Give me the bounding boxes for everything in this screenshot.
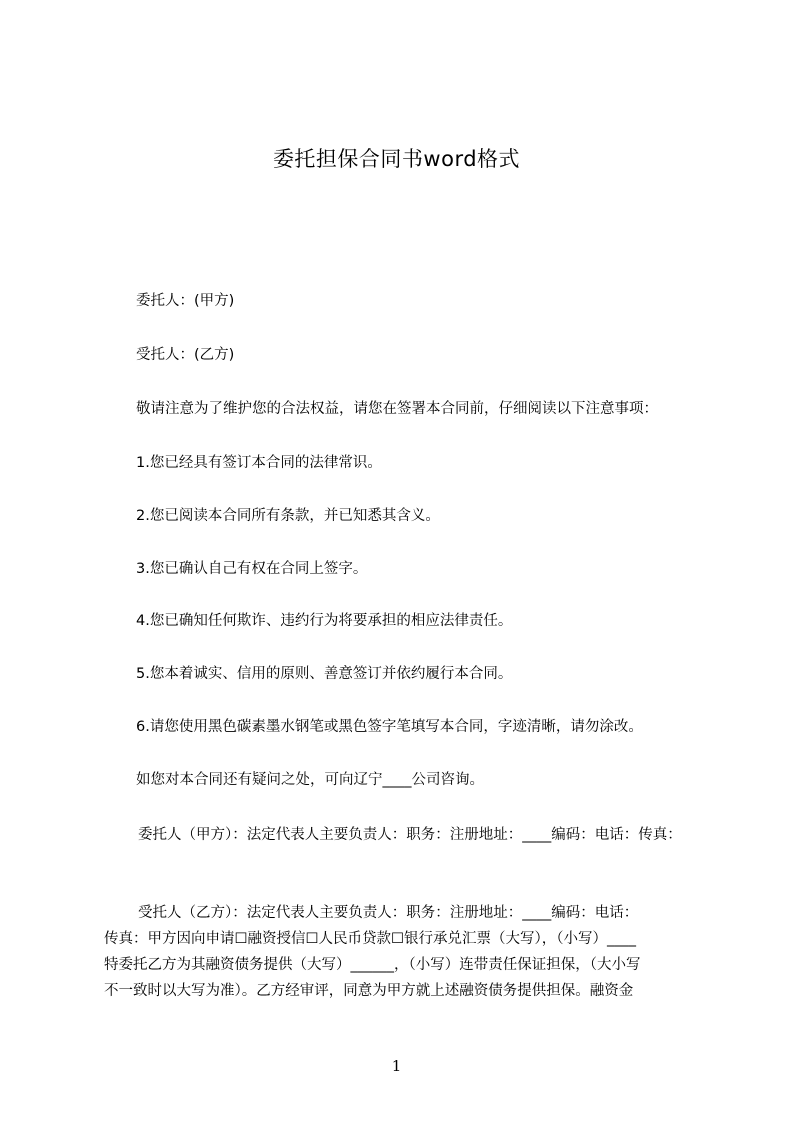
agent-paragraph-line: 特委托乙方为其融资债务提供（大写）______，（小写）连带责任保证担保，（大小写 [104, 957, 641, 973]
notice-item-4: 4.您已确知任何欺诈、违约行为将要承担的相应法律责任。 [136, 613, 513, 629]
principal-paragraph-text: 委托人（甲方）：法定代表人主要负责人：职务：注册地址：____编码：电话：传真： [138, 827, 682, 843]
agent-paragraph [104, 900, 704, 1004]
document-title: 委托担保合同书word格式 [272, 147, 521, 171]
notice-item-5: 5.您本着诚实、信用的原则、善意签订并依约履行本合同。 [136, 666, 513, 682]
agent-line: 受托人：(乙方) [136, 347, 235, 363]
agent-paragraph-line: 传真：甲方因向申请☐融资授信☐人民币贷款☐银行承兑汇票（大写），（小写）____ [104, 931, 636, 947]
agent-paragraph-line: 受托人（乙方）：法定代表人主要负责人：职务：注册地址：____编码：电话： [138, 905, 639, 921]
principal-line: 委托人：(甲方) [136, 293, 235, 309]
notice-intro: 敬请注意为了维护您的合法权益，请您在签署本合同前，仔细阅读以下注意事项： [136, 401, 658, 417]
notice-item-3: 3.您已确认自己有权在合同上签字。 [136, 561, 368, 577]
notice-item-1: 1.您已经具有签订本合同的法律常识。 [136, 455, 382, 471]
notice-item-6: 6.请您使用黑色碳素墨水钢笔或黑色签字笔填写本合同，字迹清晰，请勿涂改。 [136, 719, 643, 735]
notice-item-2: 2.您已阅读本合同所有条款，并已知悉其含义。 [136, 508, 440, 524]
page-number: 1 [391, 1057, 402, 1075]
agent-paragraph-line: 不一致时以大写为准）。乙方经审评，同意为甲方就上述融资债务提供担保。融资金 [104, 983, 634, 999]
principal-paragraph [104, 822, 704, 848]
consultation-line: 如您对本合同还有疑问之处，可向辽宁____公司咨询。 [136, 772, 484, 788]
